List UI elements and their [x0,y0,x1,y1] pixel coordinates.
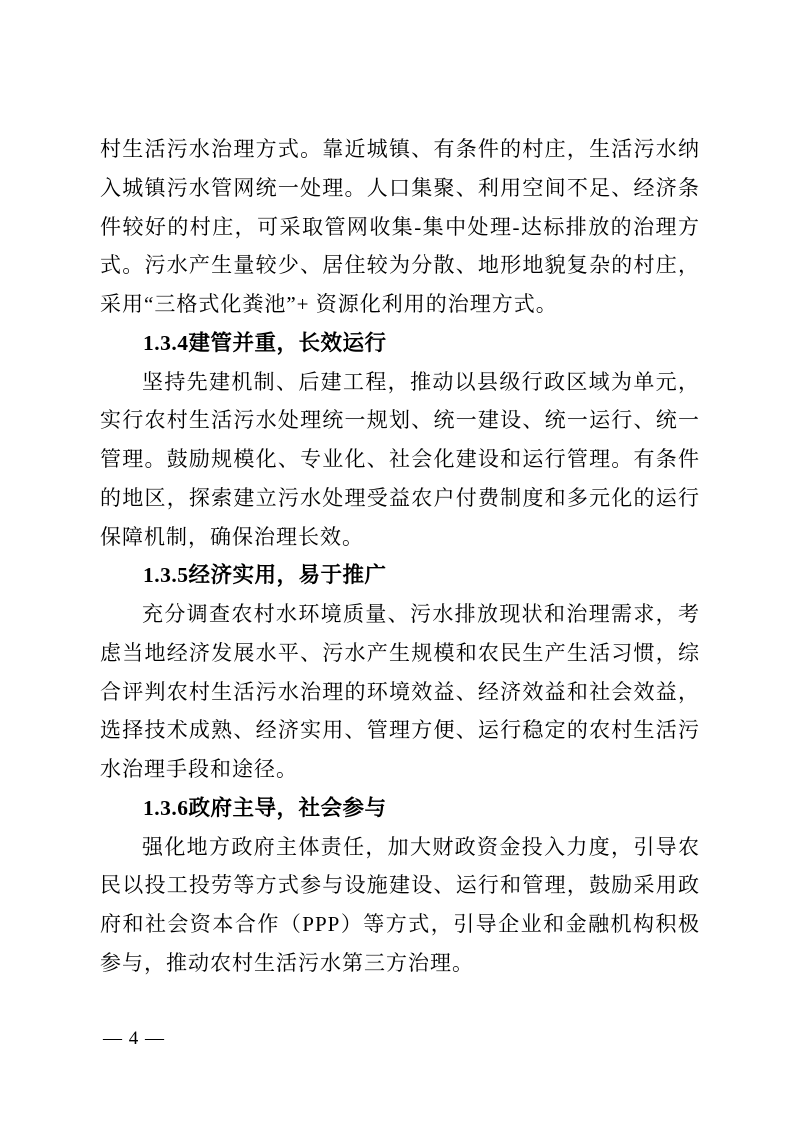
section-paragraph-1-3-6: 强化地方政府主体责任，加大财政资金投入力度，引导农民以投工投劳等方式参与设施建设、运行和管理，鼓励采用政府和社会资本合作（PPP）等方式，引导企业和金融机构积极参与，推动农村生活污水第三方治理。 [100,834,700,975]
continuation-paragraph: 村生活污水治理方式。靠近城镇、有条件的村庄，生活污水纳入城镇污水管网统一处理。人口集聚、利用空间不足、经济条件较好的村庄，可采取管网收集-集中处理-达标排放的治理方式。污水产生量较少、居住较为分散、地形地貌复杂的村庄，采用“三格式化粪池”+ 资源化利用的治理方式。 [100,137,700,316]
section-paragraph-1-3-5: 充分调查农村水环境质量、污水排放现状和治理需求，考虑当地经济发展水平、污水产生规模和农民生产生活习惯，综合评判农村生活污水治理的环境效益、经济效益和社会效益，选择技术成熟、经济实用、管理方便、运行稳定的农村生活污水治理手段和途径。 [100,602,700,781]
section-heading-1-3-4: 1.3.4建管并重，长效运行 [143,330,387,355]
page-body [100,130,700,983]
section-paragraph-1-3-4: 坚持先建机制、后建工程，推动以县级行政区域为单元，实行农村生活污水处理统一规划、统一建设、统一运行、统一管理。鼓励规模化、专业化、社会化建设和运行管理。有条件的地区，探索建立污水处理受益农户付费制度和多元化的运行保障机制，确保治理长效。 [100,369,700,549]
page-number: — 4 — [103,1028,165,1049]
section-heading-1-3-6: 1.3.6政府主导，社会参与 [143,795,387,820]
section-heading-1-3-5: 1.3.5经济实用，易于推广 [143,563,387,588]
